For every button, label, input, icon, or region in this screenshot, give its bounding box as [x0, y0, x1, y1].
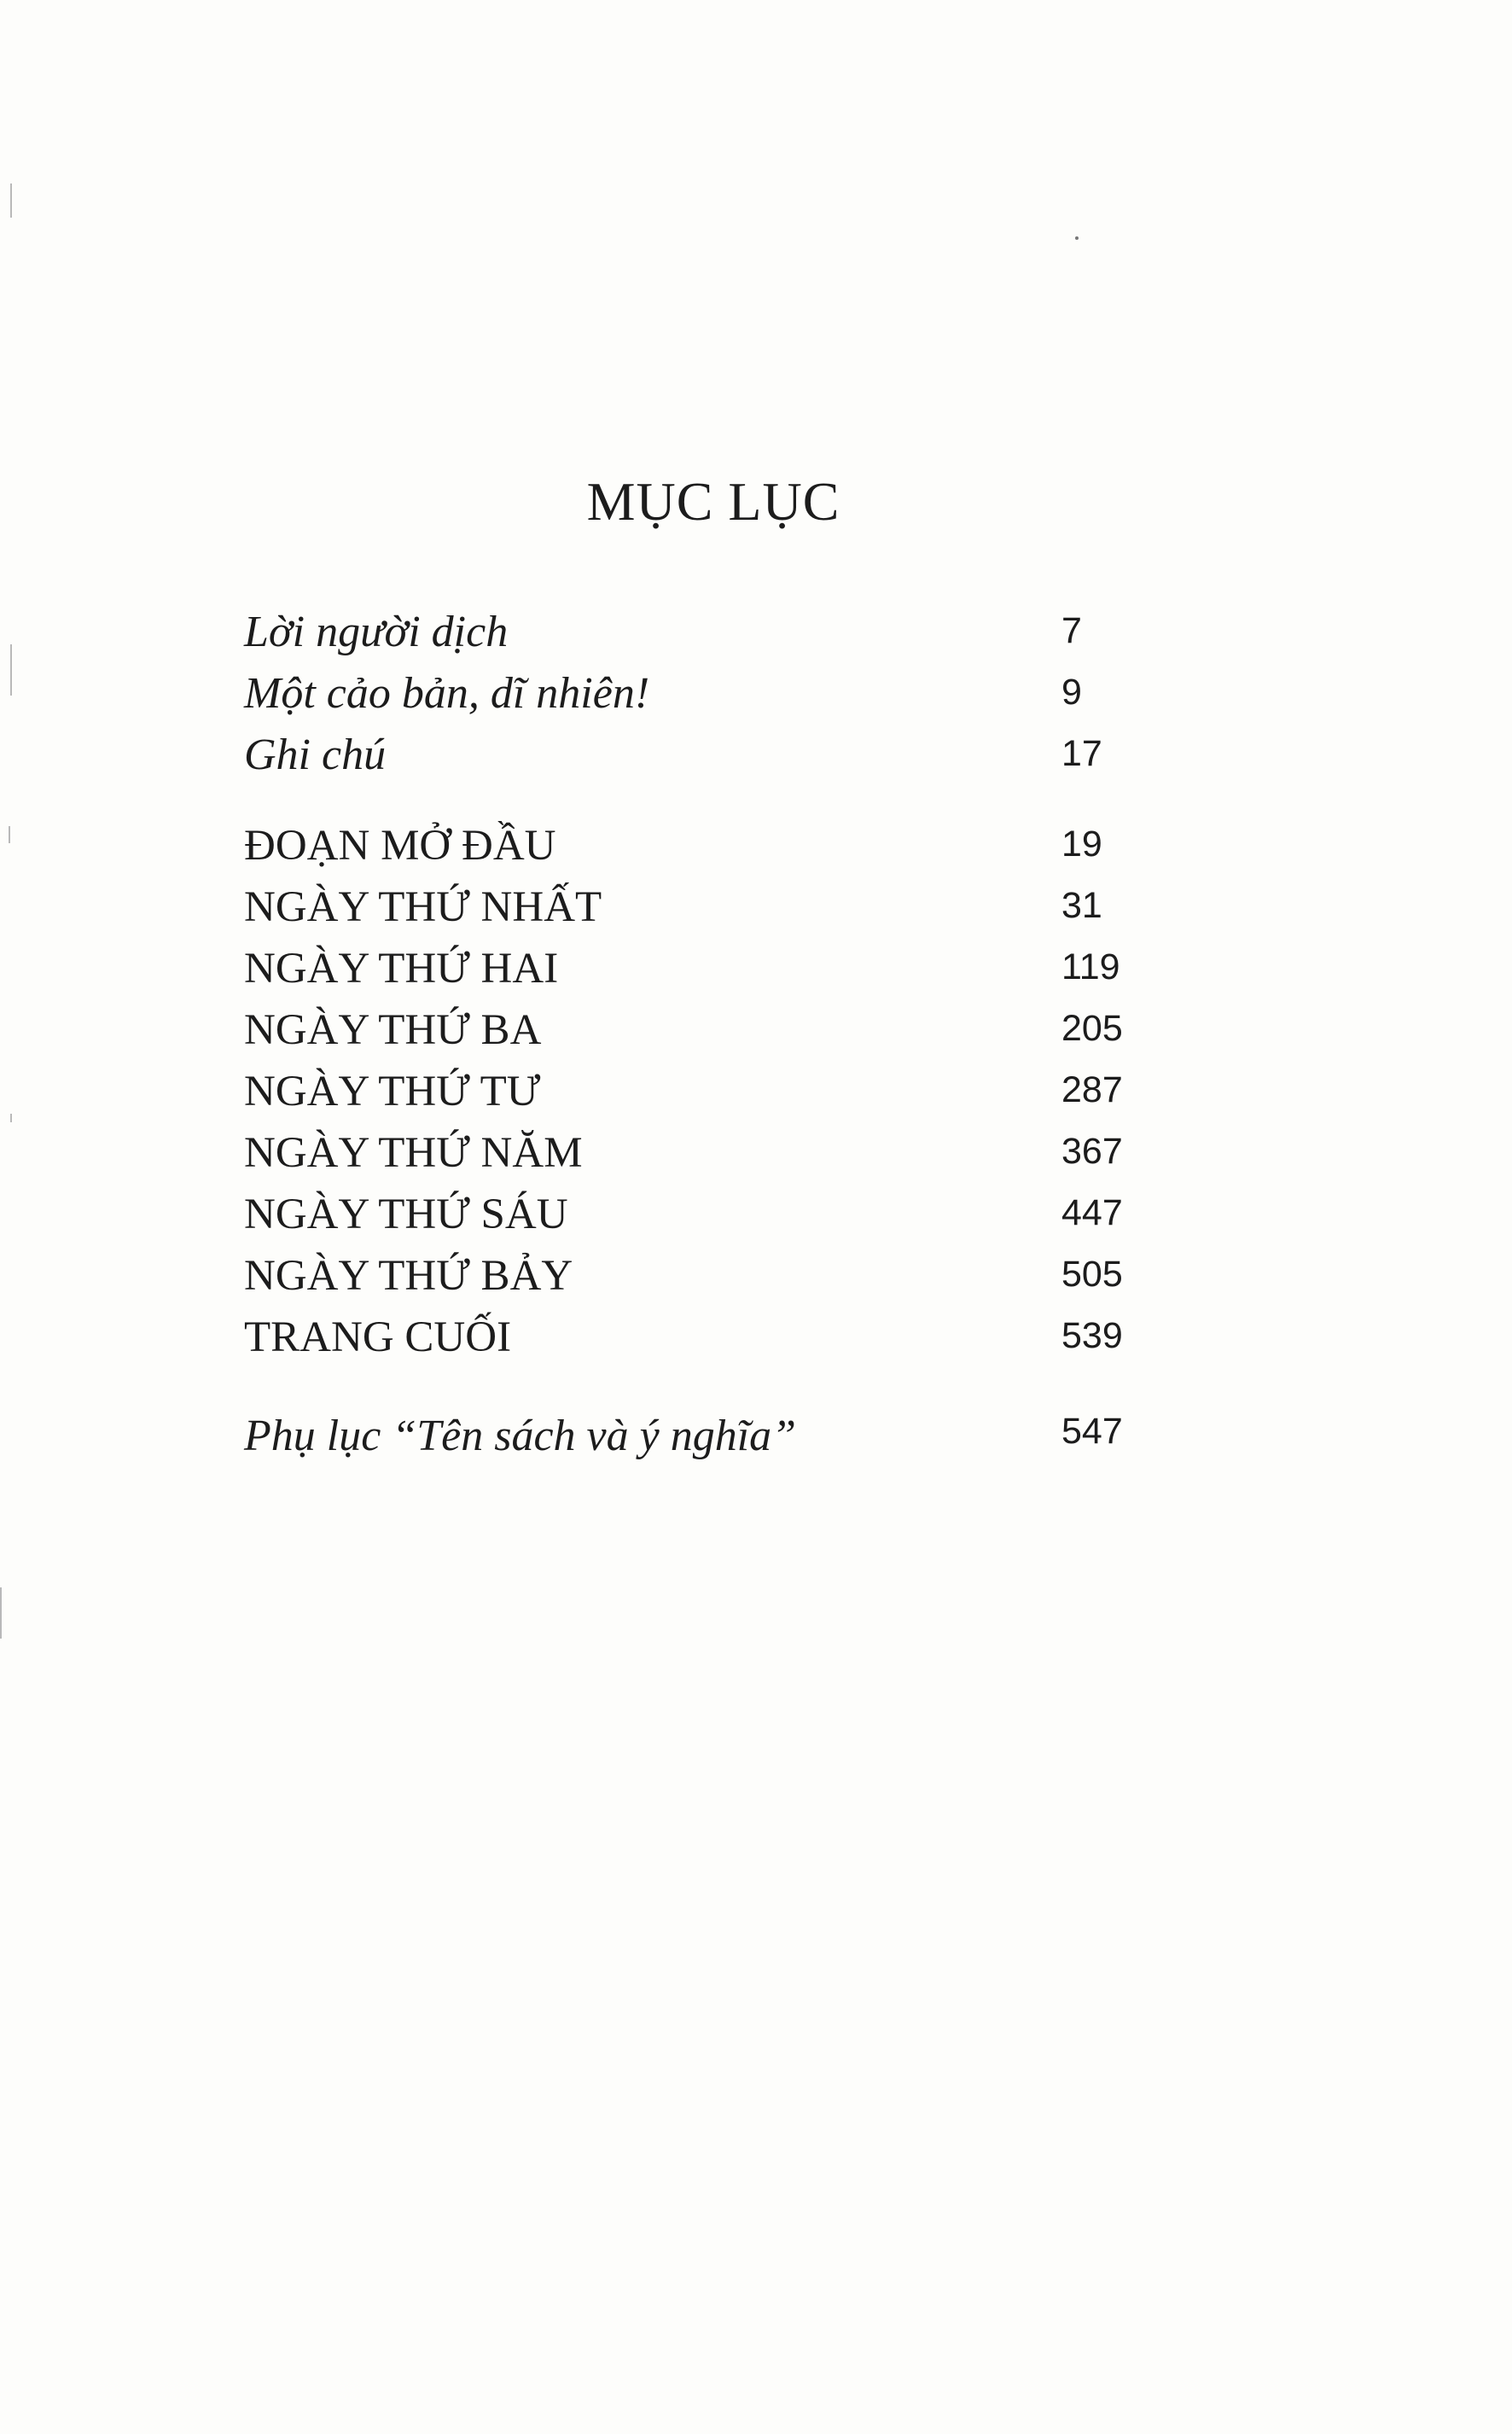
toc-entry-page: 9	[1061, 672, 1082, 713]
toc-entry-label: NGÀY THỨ BẢY	[244, 1252, 573, 1300]
toc-entry-page: 19	[1061, 824, 1102, 865]
toc-entry[interactable]	[244, 1067, 1131, 1128]
scan-edge-mark	[10, 183, 12, 218]
toc-entry-page: 505	[1061, 1254, 1123, 1295]
scan-edge-mark	[10, 1114, 12, 1122]
toc-entry[interactable]	[244, 1005, 1131, 1067]
toc-entry-page: 539	[1061, 1315, 1123, 1356]
toc-entry-page: 119	[1061, 946, 1120, 987]
toc-entry-page: 31	[1061, 885, 1102, 926]
toc-entry-label: NGÀY THỨ SÁU	[244, 1191, 568, 1238]
toc-entry[interactable]	[244, 1190, 1131, 1251]
toc-entry-page: 17	[1061, 733, 1102, 774]
toc-entry-label: Ghi chú	[244, 731, 387, 779]
scan-edge-mark	[0, 1587, 2, 1639]
toc-entry[interactable]	[244, 1128, 1131, 1190]
toc-entry-page: 547	[1061, 1411, 1123, 1452]
toc-entry-page: 367	[1061, 1131, 1123, 1172]
toc-entry[interactable]	[244, 731, 1131, 792]
toc-entry[interactable]	[244, 669, 1131, 731]
toc-entry-page: 205	[1061, 1008, 1123, 1049]
appendix-list	[244, 1412, 1131, 1473]
chapter-list	[244, 821, 1131, 1374]
scan-edge-mark	[9, 826, 10, 843]
toc-entry[interactable]	[244, 944, 1131, 1005]
toc-entry[interactable]	[244, 1251, 1131, 1313]
scan-edge-mark	[10, 644, 12, 696]
toc-entry[interactable]	[244, 882, 1131, 944]
toc-entry-label: Một cảo bản, dĩ nhiên!	[244, 669, 650, 718]
toc-entry[interactable]	[244, 821, 1131, 882]
toc-entry-label: Lời người dịch	[244, 608, 509, 656]
toc-entry[interactable]	[244, 1313, 1131, 1374]
toc-entry-page: 447	[1061, 1192, 1123, 1233]
toc-entry-label: NGÀY THỨ HAI	[244, 945, 559, 993]
front-matter-list	[244, 608, 1131, 792]
toc-entry[interactable]	[244, 608, 1131, 669]
scan-speck	[1075, 236, 1079, 240]
toc-entry-label: NGÀY THỨ NĂM	[244, 1129, 583, 1177]
toc-entry-label: NGÀY THỨ TƯ	[244, 1068, 541, 1115]
toc-entry-label: ĐOẠN MỞ ĐẦU	[244, 822, 556, 870]
toc-entry-label: NGÀY THỨ BA	[244, 1006, 542, 1054]
toc-entry-page: 287	[1061, 1069, 1123, 1110]
toc-entry[interactable]	[244, 1412, 1131, 1473]
toc-entry-label: Phụ lục “Tên sách và ý nghĩa”	[244, 1412, 797, 1460]
toc-entry-label: NGÀY THỨ NHẤT	[244, 883, 602, 931]
page-title: MỤC LỤC	[586, 470, 840, 532]
toc-entry-label: TRANG CUỐI	[244, 1313, 512, 1361]
toc-entry-page: 7	[1061, 610, 1082, 651]
